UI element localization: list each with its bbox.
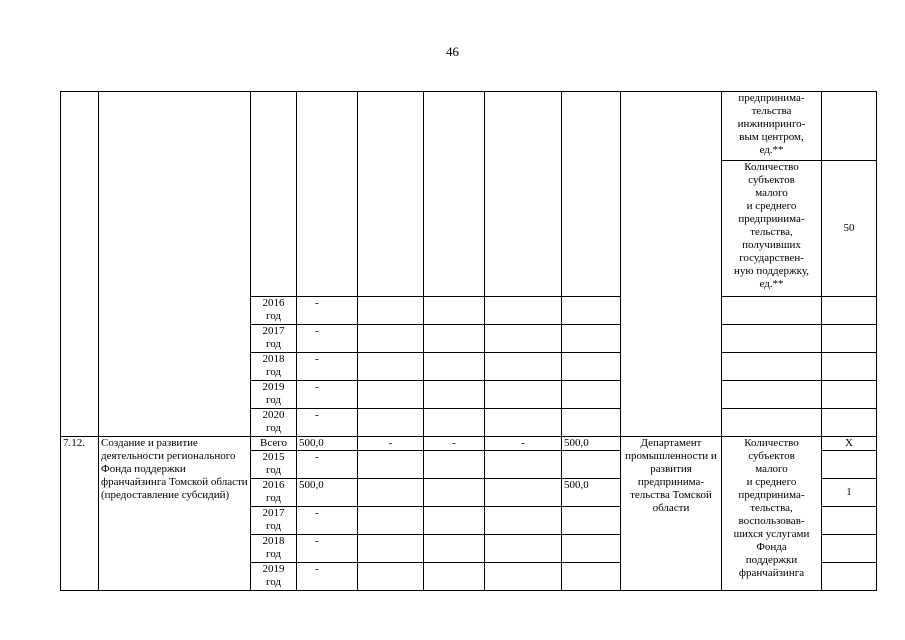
table-cell bbox=[424, 325, 485, 353]
indicator-cell bbox=[722, 353, 822, 381]
funding-cell bbox=[424, 451, 485, 479]
funding-cell bbox=[358, 563, 424, 591]
total-cell: - bbox=[297, 325, 358, 353]
year-cell: 2017 год bbox=[251, 507, 297, 535]
funding-cell bbox=[424, 563, 485, 591]
indicator-value-cell bbox=[822, 409, 877, 437]
table-cell bbox=[562, 325, 621, 353]
table-cell bbox=[562, 353, 621, 381]
funding-cell bbox=[358, 535, 424, 563]
table-cell bbox=[424, 381, 485, 409]
table-cell bbox=[358, 325, 424, 353]
funding-cell bbox=[562, 535, 621, 563]
table-cell bbox=[562, 92, 621, 297]
table-cell bbox=[424, 92, 485, 297]
year-cell: Всего bbox=[251, 437, 297, 451]
indicator-cell bbox=[722, 409, 822, 437]
year-cell: 2015 год bbox=[251, 451, 297, 479]
funding-cell: - bbox=[358, 437, 424, 451]
indicator-value-cell: X bbox=[822, 437, 877, 451]
continued-number-cell bbox=[61, 92, 99, 437]
table-cell bbox=[562, 297, 621, 325]
program-table bbox=[60, 91, 877, 591]
total-cell: - bbox=[297, 409, 358, 437]
indicator-value-cell bbox=[822, 535, 877, 563]
table-cell bbox=[485, 92, 562, 297]
funding-cell: - bbox=[424, 437, 485, 451]
total-cell bbox=[297, 92, 358, 297]
table-cell bbox=[485, 409, 562, 437]
total-cell: 500,0 bbox=[297, 437, 358, 451]
indicator-value-cell bbox=[822, 507, 877, 535]
executor-cell: Департамент промышленности и развития предпринима-тельства Томской области bbox=[621, 437, 722, 591]
total-cell: 500,0 bbox=[297, 479, 358, 507]
page-number: 46 bbox=[446, 44, 459, 59]
funding-cell bbox=[358, 479, 424, 507]
indicator-cell bbox=[722, 381, 822, 409]
year-cell: 2018 год bbox=[251, 353, 297, 381]
funding-cell bbox=[562, 507, 621, 535]
year-cell: 2016 год bbox=[251, 479, 297, 507]
funding-cell: - bbox=[485, 437, 562, 451]
table-cell bbox=[424, 409, 485, 437]
table-row bbox=[61, 437, 877, 451]
table-cell bbox=[358, 92, 424, 297]
total-cell: - bbox=[297, 297, 358, 325]
indicator-cell: Количество субъектов малого и среднего предпринима- тельства, получивших государствен- ную поддержку, ед.** bbox=[722, 161, 822, 297]
indicator-value-cell: 1 bbox=[822, 479, 877, 507]
funding-cell bbox=[485, 535, 562, 563]
funding-cell: 500,0 bbox=[562, 437, 621, 451]
funding-cell bbox=[562, 563, 621, 591]
table-cell bbox=[358, 353, 424, 381]
continued-executor-cell bbox=[621, 92, 722, 437]
funding-cell bbox=[424, 535, 485, 563]
indicator-value-cell bbox=[822, 92, 877, 161]
funding-cell bbox=[358, 507, 424, 535]
table-cell bbox=[562, 381, 621, 409]
table-cell bbox=[424, 353, 485, 381]
indicator-value-cell bbox=[822, 381, 877, 409]
year-cell bbox=[251, 92, 297, 297]
table-cell bbox=[424, 297, 485, 325]
funding-cell bbox=[485, 451, 562, 479]
table-cell bbox=[485, 325, 562, 353]
funding-cell: 500,0 bbox=[562, 479, 621, 507]
continued-name-cell bbox=[99, 92, 251, 437]
item-name: Создание и развитие деятельности регионального Фонда поддержки франчайзинга Томской области (предоставление субсидий) bbox=[99, 437, 251, 591]
year-cell: 2020 год bbox=[251, 409, 297, 437]
funding-cell bbox=[562, 451, 621, 479]
year-cell: 2016 год bbox=[251, 297, 297, 325]
indicator-value-cell bbox=[822, 353, 877, 381]
indicator-value-cell bbox=[822, 451, 877, 479]
table-cell bbox=[485, 381, 562, 409]
table-cell bbox=[485, 353, 562, 381]
total-cell: - bbox=[297, 451, 358, 479]
total-cell: - bbox=[297, 353, 358, 381]
total-cell: - bbox=[297, 381, 358, 409]
funding-cell bbox=[358, 451, 424, 479]
table-cell bbox=[562, 409, 621, 437]
funding-cell bbox=[485, 563, 562, 591]
year-cell: 2019 год bbox=[251, 563, 297, 591]
indicator-value-cell bbox=[822, 563, 877, 591]
indicator-cell: Количество субъектов малого и среднего предпринима- тельства, воспользовав- шихся услугами Фонда поддержки франчайзинга bbox=[722, 437, 822, 591]
table-cell bbox=[358, 381, 424, 409]
year-cell: 2019 год bbox=[251, 381, 297, 409]
total-cell: - bbox=[297, 535, 358, 563]
indicator-value-cell bbox=[822, 325, 877, 353]
indicator-cell bbox=[722, 297, 822, 325]
table-cell bbox=[358, 409, 424, 437]
indicator-cell: предпринима- тельства инжиниринго- вым центром, ед.** bbox=[722, 92, 822, 161]
funding-cell bbox=[424, 479, 485, 507]
funding-cell bbox=[485, 507, 562, 535]
indicator-value-cell bbox=[822, 297, 877, 325]
total-cell: - bbox=[297, 507, 358, 535]
year-cell: 2017 год bbox=[251, 325, 297, 353]
year-cell: 2018 год bbox=[251, 535, 297, 563]
item-number: 7.12. bbox=[61, 437, 99, 591]
indicator-cell bbox=[722, 325, 822, 353]
total-cell: - bbox=[297, 563, 358, 591]
table-cell bbox=[358, 297, 424, 325]
table-cell bbox=[485, 297, 562, 325]
funding-cell bbox=[485, 479, 562, 507]
table-row bbox=[61, 92, 877, 161]
funding-cell bbox=[424, 507, 485, 535]
indicator-value-cell: 50 bbox=[822, 161, 877, 297]
